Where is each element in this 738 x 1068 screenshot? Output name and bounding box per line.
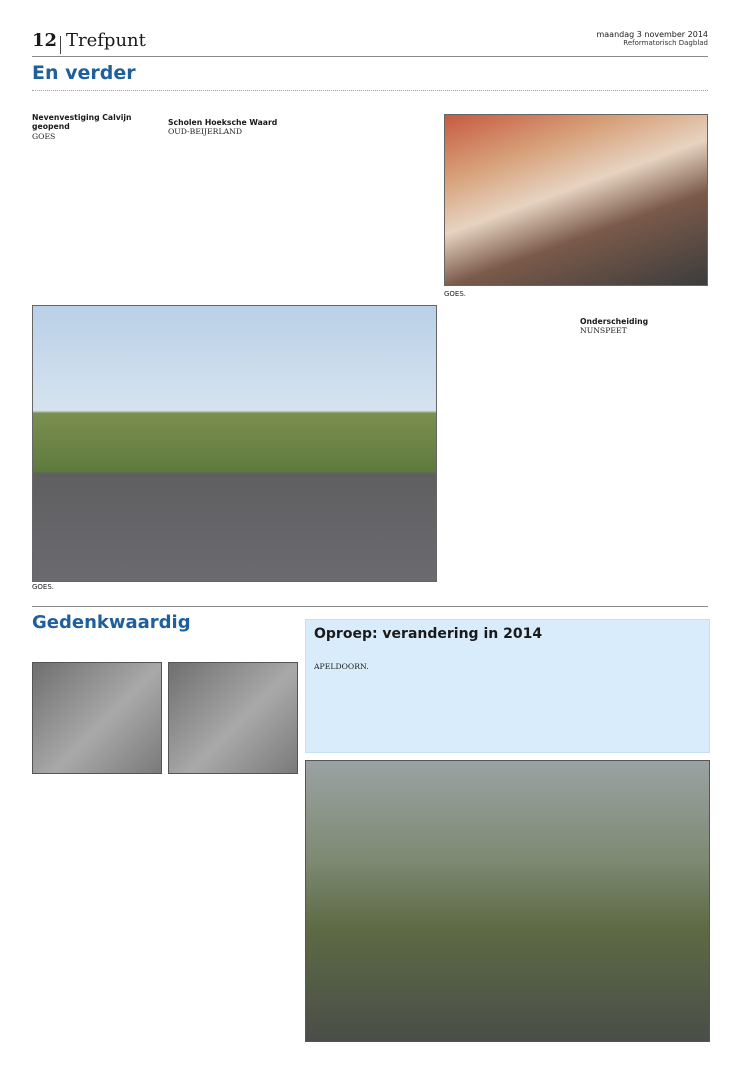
photo-top-right — [444, 114, 708, 286]
photo-school — [32, 305, 437, 582]
section-title: Trefpunt — [66, 30, 146, 51]
dateline: OUD-BEIJERLAND — [168, 127, 243, 137]
article-heading: Nevenvestiging Calvijn geopend — [32, 113, 132, 132]
gedenkwaardig-title: Gedenkwaardig — [32, 612, 191, 633]
page-headline: En verder — [32, 62, 136, 84]
article-calvijn-col2 — [168, 113, 296, 137]
photo-couple-right — [168, 662, 298, 774]
photo-caption-top-right: GOES. — [444, 290, 467, 298]
article-body-2 — [168, 127, 296, 136]
headline-dotted-rule — [32, 90, 708, 91]
dateline: GOES — [32, 131, 56, 141]
photo-car-accident — [305, 760, 710, 1042]
oproep-col3 — [578, 648, 702, 654]
header-date — [596, 30, 708, 48]
oproep-callout — [305, 619, 710, 753]
photo-caption-school: GOES. — [32, 583, 55, 591]
header-divider — [60, 36, 61, 54]
oproep-col1 — [314, 662, 438, 671]
article-body — [32, 132, 160, 141]
page-number: 12 — [32, 30, 58, 51]
header-rule — [32, 56, 708, 57]
dateline: APELDOORN. — [314, 662, 369, 671]
article-subhead: Onderscheiding — [580, 317, 649, 326]
article-calvijn-col1 — [32, 113, 160, 141]
article-body-2 — [580, 326, 708, 335]
section-rule — [32, 606, 708, 607]
oproep-title: Oproep: verandering in 2014 — [314, 626, 543, 642]
photo-couple-left — [32, 662, 162, 774]
date: maandag 3 november 2014 — [596, 30, 708, 39]
article-subhead: Scholen Hoeksche Waard — [168, 118, 278, 127]
dateline: NUNSPEET — [580, 326, 627, 336]
continued-col-right — [580, 312, 708, 336]
paper-name: Reformatorisch Dagblad — [623, 39, 708, 47]
